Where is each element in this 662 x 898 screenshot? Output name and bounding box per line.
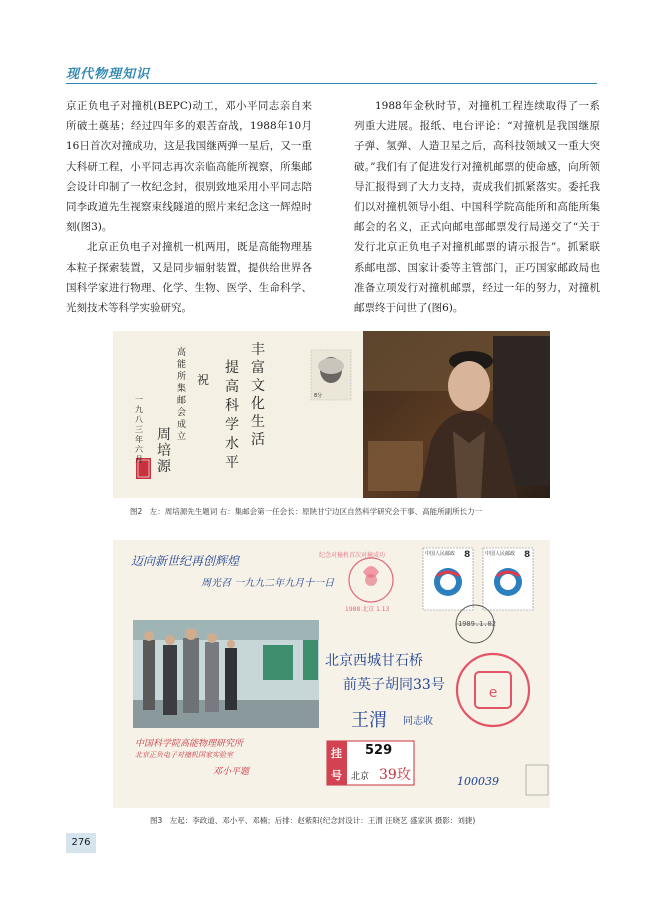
calligraphy-col3: 祝: [197, 373, 210, 387]
address-line-1: 北京西城甘石桥: [325, 653, 423, 669]
svg-text:e: e: [488, 685, 498, 701]
registration-handwritten: 39玫: [379, 767, 411, 783]
svg-text:8分: 8分: [314, 393, 323, 399]
calligraphy-col2: 提高科学水平: [225, 360, 239, 471]
cachet-date: 1988 北京 1.13: [345, 606, 390, 613]
calligraphy-signature: 周培源: [157, 427, 171, 475]
corner-marks: [526, 765, 548, 795]
recipient-name: 王渭: [351, 710, 387, 731]
figure-3-caption: 图3 左起：李政道、邓小平、邓楠；后排：赵紫阳(纪念封设计：王渭 汪晓艺 盛家淇 摄影：刘捷): [150, 816, 476, 825]
left-paragraph-1: 京正负电子对撞机(BEPC)动工，邓小平同志亲自来所破土奠基；经过四年多的艰苦奋战，1988年10月16日首次对撞成功，这是我国继两弹一星后，又一重大科研工程，小平同志再次亲临高能所视察，所集邮会设计印制了一枚纪念封，很别致地采用小平同志陪同李政道先生视察束线隧道的照片来纪念这一辉煌时刻(图3)。: [66, 100, 312, 234]
registration-char-2: 号: [331, 769, 342, 782]
calligraphy-date: 一九八三年六月: [135, 395, 143, 464]
calligraphy-col1: 丰富文化生活: [251, 342, 265, 448]
stamp-1-label: 中国人民邮政: [425, 551, 456, 557]
inscription-line-3: 邓小平题: [213, 767, 250, 777]
figure-2-caption: 图2 左：周培源先生题词 右：集邮会第一任会长：原陕甘宁边区自然科学研究会干事、高能所副所长力一: [130, 507, 483, 516]
figure-2: [113, 331, 550, 498]
header-rule: [66, 83, 597, 84]
stamp-1-value: 8: [464, 550, 471, 560]
right-paragraph-1: 1988年金秋时节，对撞机工程连续取得了一系列重大进展。报纸、电台评论：“对撞机是我国继原子弹、氢弹、人造卫星之后，高科技领域又一重大突破。”我们有了促进发行对撞机邮票的使命感，向所领导汇报得到了大力支持，责成我们抓紧落实。委托我们以对撞机领导小组、中国科学院高能所和高能所集邮会的名义，正式向邮电部邮票发行局递交了“关于发行北京正负电子对撞机邮票的请示报告”。抓紧联系邮电部、国家计委等主管部门，正巧国家邮政局也准备立项发行对撞机邮票，经过一年的努力，对撞机邮票终于问世了(图6)。: [354, 100, 600, 315]
zip-code: 100039: [457, 775, 499, 788]
postmark-date: 1989.1.02: [458, 620, 496, 628]
calligraphy-col4: 高能所集邮会成立: [177, 348, 187, 442]
cachet-text: 纪念对撞机首次对撞成功: [319, 552, 386, 559]
page-number: 276: [66, 833, 96, 853]
recipient-suffix: 同志收: [403, 716, 433, 727]
face: [448, 361, 490, 411]
address-line-2: 前英子胡同33号: [343, 677, 445, 693]
registration-char-1: 挂: [331, 747, 342, 760]
figure-3: [113, 540, 550, 808]
handwriting-top: 迈向新世纪再创辉煌: [131, 554, 240, 568]
cachet-emblem: [349, 558, 393, 602]
right-column: [354, 96, 600, 318]
inscription-line-1: 中国科学院高能物理研究所: [135, 739, 244, 749]
institute-seal: [457, 654, 529, 726]
stamp-2-value: 8: [524, 550, 531, 560]
handwriting-signature: 周光召 一九九二年九月十一日: [201, 578, 335, 589]
inscription-line-2: 北京正负电子对撞机国家实验室: [135, 751, 233, 759]
left-paragraph-2: 北京正负电子对撞机一机两用，既是高能物理基本粒子探索装置，又是同步辐射装置，提供给世界各国科学家进行物理、化学、生物、医学、生命科学、光刻技术等科学实验研究。: [66, 241, 312, 315]
running-header-title: 现代物理知识: [66, 67, 151, 82]
stamp-2-label: 中国人民邮政: [485, 551, 516, 557]
left-column: [66, 96, 312, 318]
registration-city: 北京: [351, 772, 370, 782]
registration-number: 529: [365, 743, 393, 758]
